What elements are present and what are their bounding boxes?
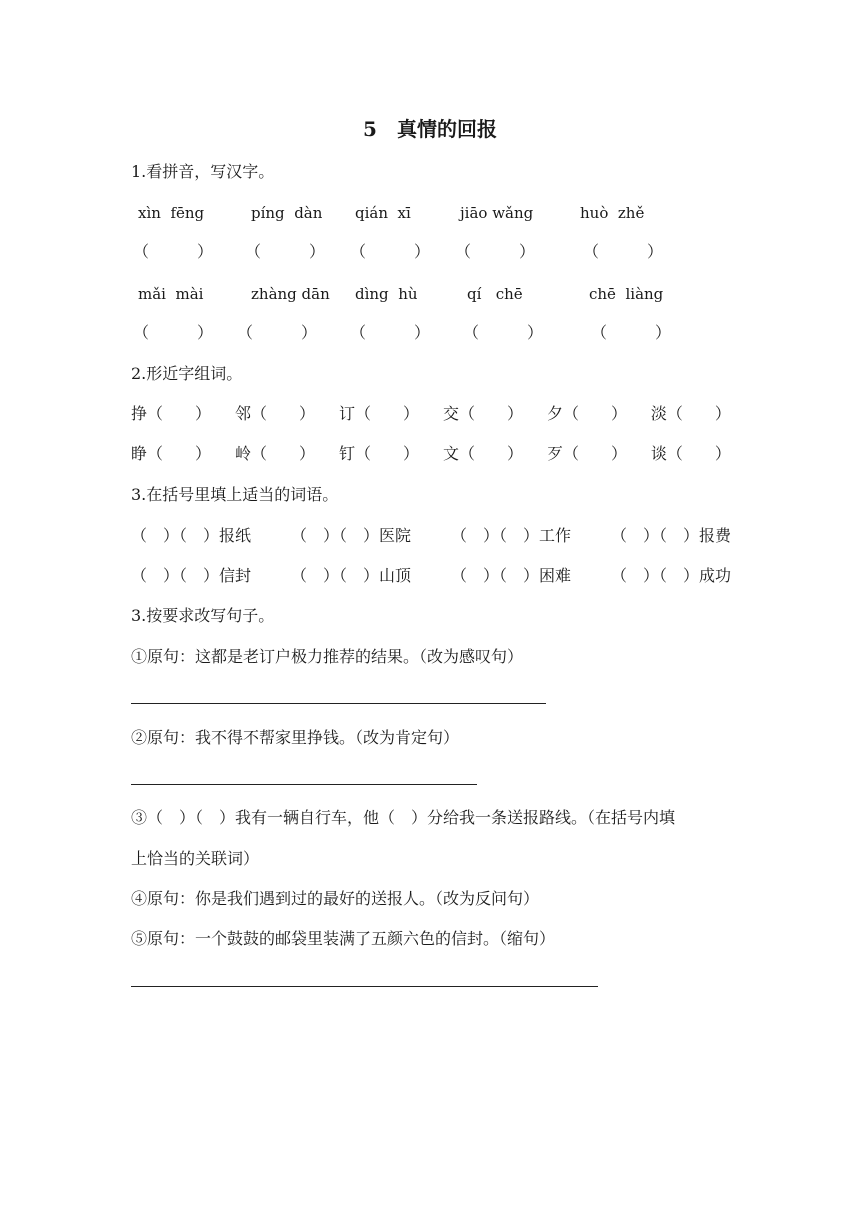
answer-blank[interactable]: （ ） [350,323,431,342]
answer-blank[interactable]: （ ） [463,323,544,342]
answer-blank[interactable]: （ ） [237,323,318,342]
answer-line[interactable] [131,784,477,785]
pinyin-1-1: xìn fēng [138,204,205,222]
answer-blank[interactable]: （ ） [583,242,664,261]
phrase-item[interactable]: （ ）（ ）信封 [131,566,252,585]
pinyin-2-5: chē liàng [589,285,664,303]
phrase-item[interactable]: （ ）（ ）困难 [450,566,571,585]
q3-row-2 [131,566,731,586]
pinyin-2-2: zhàng dān [251,285,330,303]
page-title: 5 真情的回报 [363,117,497,141]
pinyin-2-3: dìng hù [355,285,418,303]
word-item[interactable]: 歹（ ） [546,444,627,463]
pinyin-2-1: mǎi mài [138,285,204,303]
answer-blank[interactable]: （ ） [455,242,536,261]
sentence-item-5: ⑤原句：一个鼓鼓的邮袋里装满了五颜六色的信封。（缩句） [131,929,556,948]
answer-blank[interactable]: （ ） [245,242,326,261]
word-item[interactable]: 淡（ ） [650,404,731,423]
word-item[interactable]: 挣（ ） [131,404,212,423]
word-item[interactable]: 钉（ ） [338,444,419,463]
word-item[interactable]: 邻（ ） [234,404,315,423]
word-item[interactable]: 文（ ） [442,444,523,463]
word-item[interactable]: 夕（ ） [546,404,627,423]
answer-line[interactable] [131,703,546,704]
sentence-item-1: ①原句：这都是老订户极力推荐的结果。（改为感叹句） [131,647,524,666]
phrase-item[interactable]: （ ）（ ）工作 [450,526,571,545]
phrase-item[interactable]: （ ）（ ）报费 [610,526,731,545]
phrase-item[interactable]: （ ）（ ）山顶 [290,566,411,585]
answer-blank[interactable]: （ ） [591,323,672,342]
answer-blank[interactable]: （ ） [133,242,214,261]
pinyin-1-4: jiāo wǎng [460,204,534,222]
word-item[interactable]: 睁（ ） [131,444,212,463]
q3-row-1 [131,526,731,546]
pinyin-1-3: qián xī [355,204,411,222]
answer-blank[interactable]: （ ） [133,323,214,342]
q4-heading: 3.按要求改写句子。 [131,606,275,625]
word-item[interactable]: 谈（ ） [650,444,731,463]
pinyin-1-5: huò zhě [580,204,645,222]
q3-heading: 3.在括号里填上适当的词语。 [131,485,339,504]
sentence-item-4: ④原句：你是我们遇到过的最好的送报人。（改为反问句） [131,889,540,908]
sentence-item-3: ③（ ）（ ）我有一辆自行车，他（ ）分给我一条送报路线。（在括号内填 [131,808,676,827]
pinyin-2-4: qí chē [467,285,523,303]
q2-heading: 2.形近字组词。 [131,364,243,383]
sentence-item-3-cont: 上恰当的关联词） [131,849,260,868]
word-item[interactable]: 交（ ） [442,404,523,423]
phrase-item[interactable]: （ ）（ ）医院 [290,526,411,545]
pinyin-1-2: píng dàn [251,204,323,222]
phrase-item[interactable]: （ ）（ ）报纸 [131,526,252,545]
q1-heading: 1.看拼音，写汉字。 [131,162,275,181]
q2-row-2 [131,444,731,464]
word-item[interactable]: 岭（ ） [234,444,315,463]
answer-blank[interactable]: （ ） [350,242,431,261]
answer-line[interactable] [131,986,598,987]
word-item[interactable]: 订（ ） [338,404,419,423]
q2-row-1 [131,404,731,424]
sentence-item-2: ②原句：我不得不帮家里挣钱。（改为肯定句） [131,728,460,747]
phrase-item[interactable]: （ ）（ ）成功 [610,566,731,585]
